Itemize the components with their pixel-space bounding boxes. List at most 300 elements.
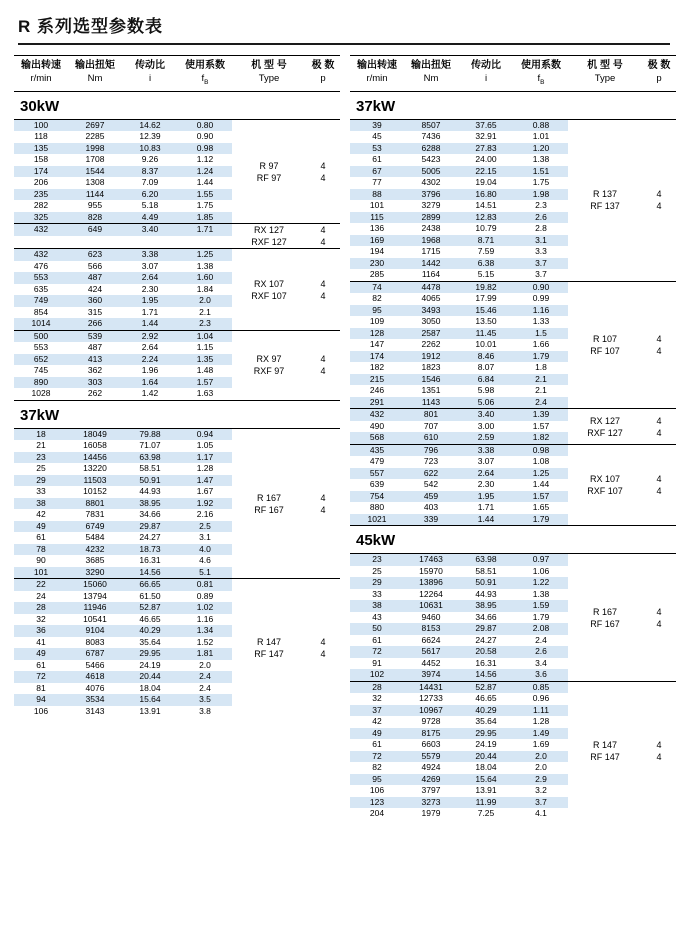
table-cell: 1.20 xyxy=(532,142,550,153)
type-names xyxy=(232,278,306,302)
table-row xyxy=(14,342,232,354)
data-rows xyxy=(350,445,568,526)
table-cell: 88 xyxy=(372,188,382,199)
table-cell: 37.65 xyxy=(475,119,497,130)
table-cell: 29.95 xyxy=(139,648,161,659)
table-cell: 1.8 xyxy=(535,362,547,373)
table-cell: 4.49 xyxy=(141,211,159,222)
table-cell: 1.95 xyxy=(141,295,159,306)
table-row xyxy=(350,235,568,247)
table-cell: 1.05 xyxy=(196,440,214,451)
header-unit-type: Type xyxy=(594,73,616,84)
table-cell: 1.22 xyxy=(532,577,550,588)
table-cell: 158 xyxy=(33,154,49,165)
table-cell: 6749 xyxy=(85,520,105,531)
table-cell: 1.42 xyxy=(141,388,159,399)
header-type: 机 型 号 xyxy=(251,60,287,71)
table-cell: 1.66 xyxy=(532,339,550,350)
table-cell: 14431 xyxy=(419,681,443,692)
table-row xyxy=(14,660,232,672)
table-cell: 58.51 xyxy=(139,463,161,474)
table-cell: 6.20 xyxy=(141,188,159,199)
table-cell: 230 xyxy=(369,257,385,268)
table-cell: 5.06 xyxy=(477,396,495,407)
table-cell: 745 xyxy=(33,365,49,376)
data-block xyxy=(14,429,340,580)
type-name: RF 107 xyxy=(590,346,620,357)
table-cell: 49 xyxy=(36,520,46,531)
page-title-text: R 系列选型参数表 xyxy=(18,17,163,36)
table-row xyxy=(350,293,568,305)
table-cell: 568 xyxy=(369,432,385,443)
pole-value: 4 xyxy=(320,649,326,660)
data-block xyxy=(14,249,340,331)
power-heading: 30kW xyxy=(14,92,340,120)
table-cell: 49 xyxy=(372,727,382,738)
table-cell: 3279 xyxy=(421,200,441,211)
table-cell: 67 xyxy=(372,165,382,176)
table-cell: 2697 xyxy=(85,119,105,130)
header-poles: 极 数 xyxy=(647,60,671,71)
table-row xyxy=(350,739,568,751)
table-cell: 1.71 xyxy=(196,224,214,235)
table-row xyxy=(350,409,568,421)
table-cell: 1143 xyxy=(421,396,441,407)
pole-value: 4 xyxy=(320,278,326,289)
table-cell: 2.64 xyxy=(141,272,159,283)
table-row xyxy=(14,637,232,649)
table-cell: 487 xyxy=(87,272,103,283)
table-cell: 3974 xyxy=(421,669,441,680)
type-names xyxy=(568,415,642,439)
pole-value: 4 xyxy=(320,160,326,171)
table-cell: 2.3 xyxy=(535,200,547,211)
table-cell: 2.1 xyxy=(535,373,547,384)
table-cell: 5.98 xyxy=(477,385,495,396)
table-cell: 18.04 xyxy=(475,762,497,773)
table-row xyxy=(350,385,568,397)
table-cell: 1.71 xyxy=(477,502,495,513)
table-row xyxy=(350,143,568,155)
left-table-body xyxy=(14,92,340,718)
pole-values xyxy=(306,636,340,660)
table-cell: 15.64 xyxy=(139,694,161,705)
table-cell: 2.3 xyxy=(199,318,211,329)
table-cell: 1708 xyxy=(85,154,105,165)
table-cell: 880 xyxy=(369,502,385,513)
table-cell: 854 xyxy=(33,306,49,317)
table-cell: 1.44 xyxy=(532,479,550,490)
table-cell: 14456 xyxy=(83,451,107,462)
table-cell: 1.01 xyxy=(532,131,550,142)
header-unit-type: Type xyxy=(258,73,280,84)
pole-values xyxy=(642,188,676,212)
table-cell: 3.07 xyxy=(141,260,159,271)
table-cell: 8507 xyxy=(421,119,441,130)
table-cell: 432 xyxy=(33,224,49,235)
table-cell: 10.01 xyxy=(475,339,497,350)
table-cell: 13.91 xyxy=(475,785,497,796)
pole-value: 4 xyxy=(656,618,662,629)
pole-value: 4 xyxy=(656,334,662,345)
table-cell: 1715 xyxy=(421,246,441,257)
pole-value: 4 xyxy=(656,427,662,438)
table-cell: 41 xyxy=(36,636,46,647)
table-row xyxy=(350,774,568,786)
table-cell: 39 xyxy=(372,119,382,130)
table-cell: 24.27 xyxy=(139,532,161,543)
table-cell: 147 xyxy=(369,339,385,350)
type-names xyxy=(568,606,642,630)
data-rows xyxy=(14,429,232,579)
table-row xyxy=(14,498,232,510)
table-cell: 649 xyxy=(87,224,103,235)
table-row xyxy=(350,554,568,566)
table-cell: 0.94 xyxy=(196,428,214,439)
datasheet-page xyxy=(0,12,688,947)
table-row xyxy=(350,716,568,728)
table-row xyxy=(14,120,232,132)
power-heading: 37kW xyxy=(14,401,340,429)
table-row xyxy=(14,486,232,498)
table-cell: 0.97 xyxy=(532,554,550,565)
type-name: RXF 107 xyxy=(251,290,287,301)
table-cell: 24.19 xyxy=(139,659,161,670)
table-cell: 2.59 xyxy=(477,432,495,443)
table-cell: 43 xyxy=(372,611,382,622)
table-cell: 20.44 xyxy=(475,750,497,761)
table-cell: 3.1 xyxy=(535,234,547,245)
table-row xyxy=(14,683,232,695)
table-cell: 74 xyxy=(372,281,382,292)
table-cell: 2438 xyxy=(421,223,441,234)
type-cell xyxy=(568,282,676,409)
table-cell: 174 xyxy=(33,165,49,176)
table-row xyxy=(14,429,232,441)
table-row xyxy=(350,682,568,694)
type-name: RF 147 xyxy=(590,751,620,762)
table-cell: 7436 xyxy=(421,131,441,142)
table-cell: 1.57 xyxy=(532,420,550,431)
header-output-torque: 输出扭矩 xyxy=(75,60,115,71)
table-cell: 1.02 xyxy=(196,602,214,613)
table-cell: 32.91 xyxy=(475,131,497,142)
table-cell: 8801 xyxy=(85,497,105,508)
table-cell: 2.1 xyxy=(535,385,547,396)
table-cell: 38 xyxy=(36,497,46,508)
table-cell: 3290 xyxy=(85,566,105,577)
table-cell: 1.57 xyxy=(196,376,214,387)
table-row xyxy=(14,272,232,284)
type-name: RX 127 xyxy=(589,415,621,426)
table-cell: 63.98 xyxy=(139,451,161,462)
table-cell: 6288 xyxy=(421,142,441,153)
header-ratio: 传动比 xyxy=(471,60,501,71)
table-cell: 2.0 xyxy=(199,659,211,670)
table-cell: 1.60 xyxy=(196,272,214,283)
header-unit-fb: $f_B$ xyxy=(201,73,209,86)
table-row xyxy=(350,705,568,717)
type-name: RF 167 xyxy=(590,618,620,629)
columns-container xyxy=(14,55,674,820)
table-cell: 24 xyxy=(36,590,46,601)
table-cell: 2.4 xyxy=(199,682,211,693)
table-cell: 1351 xyxy=(421,385,441,396)
type-name: R 137 xyxy=(592,189,618,200)
power-heading: 37kW xyxy=(350,92,676,120)
table-cell: 4065 xyxy=(421,293,441,304)
table-cell: 10541 xyxy=(83,613,107,624)
table-cell: 1.75 xyxy=(196,200,214,211)
power-heading: 45kW xyxy=(350,526,676,554)
table-row xyxy=(14,261,232,273)
table-cell: 4.0 xyxy=(199,543,211,554)
table-cell: 1.47 xyxy=(196,474,214,485)
table-cell: 459 xyxy=(423,490,439,501)
table-cell: 1.11 xyxy=(533,704,549,715)
table-cell: 360 xyxy=(87,295,103,306)
table-cell: 81 xyxy=(36,682,46,693)
table-cell: 23 xyxy=(36,451,46,462)
table-cell: 2.6 xyxy=(535,646,547,657)
table-cell: 3273 xyxy=(421,796,441,807)
table-cell: 362 xyxy=(87,365,103,376)
table-cell: 40.29 xyxy=(139,625,161,636)
table-row xyxy=(14,544,232,556)
table-cell: 3.7 xyxy=(535,269,547,280)
table-row xyxy=(350,351,568,363)
table-cell: 2262 xyxy=(421,339,441,350)
table-cell: 6.38 xyxy=(477,257,495,268)
table-cell: 0.80 xyxy=(196,119,214,130)
data-rows xyxy=(14,579,232,717)
table-cell: 0.81 xyxy=(196,579,214,590)
table-cell: 424 xyxy=(87,283,103,294)
table-row xyxy=(350,646,568,658)
table-cell: 2.8 xyxy=(535,223,547,234)
table-cell: 1164 xyxy=(421,269,441,280)
data-rows xyxy=(350,120,568,281)
table-cell: 16058 xyxy=(83,440,107,451)
table-cell: 1021 xyxy=(367,513,387,524)
table-row xyxy=(14,177,232,189)
table-cell: 1.84 xyxy=(196,283,214,294)
table-row xyxy=(14,143,232,155)
table-cell: 1.81 xyxy=(196,648,214,659)
table-row xyxy=(350,189,568,201)
table-cell: 101 xyxy=(33,566,49,577)
table-cell: 539 xyxy=(87,330,103,341)
table-cell: 4269 xyxy=(421,773,441,784)
pole-values xyxy=(306,160,340,184)
table-cell: 61 xyxy=(372,634,382,645)
table-cell: 1.57 xyxy=(532,490,550,501)
table-cell: 106 xyxy=(33,705,49,716)
table-cell: 1.28 xyxy=(196,463,214,474)
pole-value: 4 xyxy=(320,637,326,648)
table-cell: 622 xyxy=(423,467,439,478)
table-cell: 1.12 xyxy=(196,154,214,165)
header-unit-fb: $f_B$ xyxy=(537,73,545,86)
table-cell: 0.99 xyxy=(532,293,550,304)
table-cell: 44.93 xyxy=(139,486,161,497)
type-name: R 167 xyxy=(256,492,282,503)
header-unit-p: p xyxy=(656,73,662,84)
table-row xyxy=(350,669,568,681)
table-cell: 72 xyxy=(372,646,382,657)
table-cell: 1.16 xyxy=(196,613,214,624)
table-cell: 2587 xyxy=(421,327,441,338)
table-cell: 90 xyxy=(36,555,46,566)
table-cell: 12.39 xyxy=(139,131,161,142)
table-cell: 5.15 xyxy=(477,269,495,280)
data-block xyxy=(350,409,676,445)
table-cell: 2.5 xyxy=(199,520,211,531)
pole-values xyxy=(306,492,340,516)
table-cell: 14.56 xyxy=(475,669,497,680)
type-cell xyxy=(568,409,676,444)
table-cell: 72 xyxy=(372,750,382,761)
table-cell: 5.1 xyxy=(199,566,211,577)
data-rows xyxy=(14,249,232,330)
table-cell: 22.15 xyxy=(475,165,497,176)
table-cell: 15.64 xyxy=(475,773,497,784)
table-row xyxy=(14,614,232,626)
table-cell: 66.65 xyxy=(139,579,161,590)
data-block xyxy=(14,579,340,717)
table-cell: 46.65 xyxy=(139,613,161,624)
table-cell: 1.16 xyxy=(532,304,550,315)
header-unit-rmin: r/min xyxy=(366,73,388,84)
header-output-speed: 输出转速 xyxy=(357,60,397,71)
table-cell: 3.6 xyxy=(535,669,547,680)
header-service-factor: 使用系数 xyxy=(521,60,561,71)
table-cell: 8.71 xyxy=(477,234,495,245)
table-cell: 235 xyxy=(33,188,49,199)
table-cell: 2899 xyxy=(421,211,441,222)
table-cell: 109 xyxy=(369,316,385,327)
table-row xyxy=(14,154,232,166)
table-row xyxy=(14,509,232,521)
pole-values xyxy=(306,278,340,302)
table-cell: 46.65 xyxy=(475,693,497,704)
table-cell: 0.90 xyxy=(196,131,214,142)
table-row xyxy=(350,339,568,351)
table-row xyxy=(350,432,568,444)
table-cell: 135 xyxy=(33,142,49,153)
table-cell: 1.17 xyxy=(196,451,214,462)
table-cell: 1968 xyxy=(421,234,441,245)
table-cell: 1.08 xyxy=(532,456,550,467)
table-cell: 11503 xyxy=(83,474,107,485)
pole-value: 4 xyxy=(320,354,326,365)
table-cell: 262 xyxy=(87,388,103,399)
header-output-speed: 输出转速 xyxy=(21,60,61,71)
pole-value: 4 xyxy=(320,172,326,183)
table-cell: 38.95 xyxy=(139,497,161,508)
table-row xyxy=(14,591,232,603)
table-cell: 1.63 xyxy=(196,388,214,399)
type-name: RF 97 xyxy=(256,172,282,183)
table-cell: 2.16 xyxy=(196,509,214,520)
left-column xyxy=(14,55,340,820)
table-cell: 1.79 xyxy=(532,513,550,524)
table-cell: 14.56 xyxy=(139,566,161,577)
table-cell: 749 xyxy=(33,295,49,306)
header-poles: 极 数 xyxy=(311,60,335,71)
table-row xyxy=(350,785,568,797)
table-cell: 487 xyxy=(87,342,103,353)
table-cell: 5579 xyxy=(421,750,441,761)
table-cell: 266 xyxy=(87,318,103,329)
table-row xyxy=(350,316,568,328)
table-row xyxy=(350,269,568,281)
table-cell: 42 xyxy=(372,716,382,727)
table-cell: 1.98 xyxy=(532,188,550,199)
data-rows xyxy=(14,224,232,248)
table-cell: 32 xyxy=(36,613,46,624)
table-cell: 61 xyxy=(36,659,46,670)
table-row xyxy=(14,307,232,319)
table-cell: 1.24 xyxy=(196,165,214,176)
table-cell: 1.64 xyxy=(141,376,159,387)
table-cell: 11946 xyxy=(83,602,107,613)
table-row xyxy=(14,532,232,544)
table-cell: 0.96 xyxy=(532,693,550,704)
type-names xyxy=(232,353,306,377)
table-row xyxy=(14,365,232,377)
table-cell: 4302 xyxy=(421,177,441,188)
table-row xyxy=(14,648,232,660)
table-cell: 1.25 xyxy=(196,249,214,260)
table-cell: 1.79 xyxy=(532,611,550,622)
table-cell: 2.0 xyxy=(535,762,547,773)
table-cell: 29.87 xyxy=(139,520,161,531)
table-cell: 18.04 xyxy=(139,682,161,693)
table-cell: 44.93 xyxy=(475,588,497,599)
pole-values xyxy=(642,333,676,357)
table-cell: 58.51 xyxy=(475,565,497,576)
table-cell: 71.07 xyxy=(139,440,161,451)
table-cell: 4924 xyxy=(421,762,441,773)
table-cell: 1.48 xyxy=(196,365,214,376)
table-row xyxy=(14,440,232,452)
page-title xyxy=(18,12,670,45)
table-cell: 37 xyxy=(372,704,382,715)
table-cell: 61 xyxy=(372,739,382,750)
table-cell: 15970 xyxy=(419,565,443,576)
table-cell: 6624 xyxy=(421,634,441,645)
table-cell: 1.35 xyxy=(196,353,214,364)
table-row xyxy=(350,635,568,647)
table-cell: 639 xyxy=(369,479,385,490)
table-row xyxy=(14,354,232,366)
table-cell: 36 xyxy=(36,625,46,636)
table-cell: 8.46 xyxy=(477,350,495,361)
table-cell: 42 xyxy=(36,509,46,520)
table-cell: 38.95 xyxy=(475,600,497,611)
table-cell: 1442 xyxy=(421,257,441,268)
table-row xyxy=(14,671,232,683)
right-table-body xyxy=(350,92,676,820)
table-cell: 490 xyxy=(369,420,385,431)
table-cell: 136 xyxy=(369,223,385,234)
type-name: RF 137 xyxy=(590,201,620,212)
type-name: RF 147 xyxy=(254,649,284,660)
table-cell: 95 xyxy=(372,304,382,315)
data-rows xyxy=(14,120,232,224)
table-cell: 2.4 xyxy=(535,634,547,645)
